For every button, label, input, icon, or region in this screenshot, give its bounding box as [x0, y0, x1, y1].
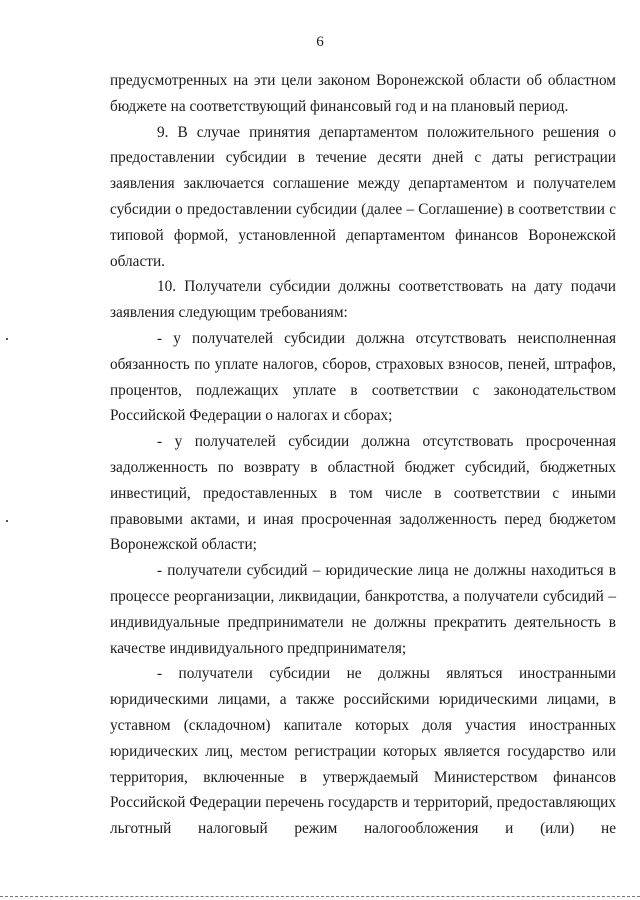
requirement-budget-debt: - у получателей субсидии должна отсутствовать просроченная задолженность по возврату в областной бюджет субсидий, бюджетных инвестиций, предоставленных в том числе в соответствии с иными правовыми актами, и иная просроченная задолженность перед бюджетом Воронежской области;	[110, 433, 616, 554]
margin-mark	[6, 520, 8, 522]
document-body	[110, 68, 616, 842]
paragraph-item-10: 10. Получатели субсидии должны соответствовать на дату подачи заявления следующим требованиям:	[110, 278, 616, 322]
paragraph-continuation: предусмотренных на эти цели законом Воронежской области об областном бюджете на соответствующий финансовый год и на плановый период.	[110, 72, 616, 115]
requirement-taxes: - у получателей субсидии должна отсутствовать неисполненная обязанность по уплате налогов, сборов, страховых взносов, пеней, штрафов, процентов, подлежащих уплате в соответствии с законодательством Российской Федерации о налогах и сборах;	[110, 329, 616, 425]
requirement-foreign-entities: - получатели субсидии не должны являться иностранными юридическими лицами, а также российскими юридическими лицами, в уставном (складочном) капитале которых доля участия иностранных юридических лиц, местом регистрации которых является государство или территория, включенные в утверждаемый Министерством финансов Российской Федерации перечень государств и территорий, предоставляющих льготный налоговый режим налогообложения и (или) не	[110, 665, 616, 838]
scan-edge-line	[0, 896, 640, 897]
requirement-reorganization: - получатели субсидий – юридические лица не должны находиться в процессе реорганизации, ликвидации, банкротства, а получатели субсидий – индивидуальные предприниматели не должны прекратить деятельность в качестве индивидуального предпринимателя;	[110, 562, 616, 657]
page-number: 6	[316, 34, 324, 50]
paragraph-item-9: 9. В случае принятия департаментом положительного решения о предоставлении субсидии в течение десяти дней с даты регистрации заявления заключается соглашение между департаментом и получателем субсидии о предоставлении субсидии (далее – Соглашение) в соответствии с типовой формой, установленной департаментом финансов Воронежской области.	[110, 123, 616, 270]
margin-mark	[6, 338, 8, 340]
